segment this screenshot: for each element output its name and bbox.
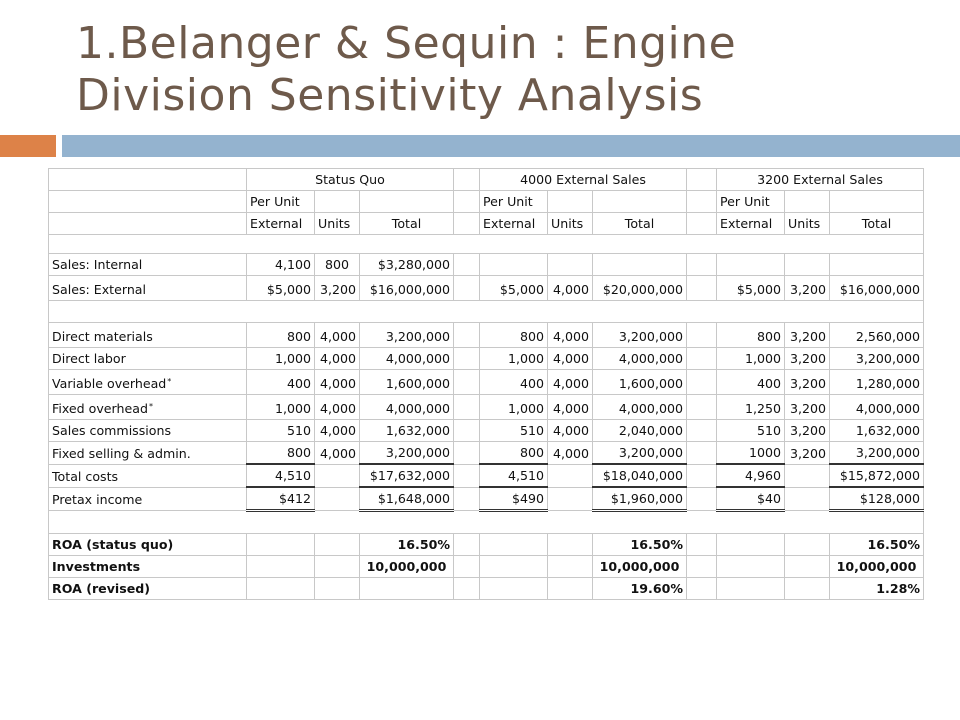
col-external: External xyxy=(247,213,315,235)
col-total: Total xyxy=(593,213,687,235)
per-unit-label: Per Unit xyxy=(247,191,315,213)
col-units: Units xyxy=(785,213,830,235)
slide-title-line1: 1.Belanger & Sequin : Engine xyxy=(76,18,737,69)
col-total: Total xyxy=(830,213,924,235)
col-external: External xyxy=(480,213,548,235)
table-row: Pretax income $412 $1,648,000 $490 $1,960,000 $40 $128,000 xyxy=(49,487,924,511)
col-external: External xyxy=(717,213,785,235)
accent-bar-orange xyxy=(0,135,56,157)
table-row: Direct materials 800 4,000 3,200,000 800 4,000 3,200,000 800 3,200 2,560,000 xyxy=(49,323,924,348)
table-row: Total costs 4,510 $17,632,000 4,510 $18,040,000 4,960 $15,872,000 xyxy=(49,464,924,487)
header-row-groups xyxy=(49,169,924,191)
header-row-per-unit xyxy=(49,191,924,213)
summary-row: ROA (status quo) 16.50% 16.50% 16.50% xyxy=(49,534,924,556)
group-status-quo: Status Quo xyxy=(247,169,454,191)
group-4000-external: 4000 External Sales xyxy=(480,169,687,191)
col-total: Total xyxy=(360,213,454,235)
sensitivity-table xyxy=(48,168,924,600)
col-units: Units xyxy=(315,213,360,235)
table-row: Sales: External $5,000 3,200 $16,000,000 $5,000 4,000 $20,000,000 $5,000 3,200 $16,000,000 xyxy=(49,276,924,301)
per-unit-label: Per Unit xyxy=(717,191,785,213)
table-row: Sales: Internal 4,100 800 $3,280,000 xyxy=(49,254,924,276)
footnote-mark: * xyxy=(148,402,153,411)
slide-title xyxy=(76,18,936,122)
table-row: Fixed overhead* 1,000 4,000 4,000,000 1,000 4,000 4,000,000 1,250 3,200 4,000,000 xyxy=(49,395,924,420)
slide-title-line2: Division Sensitivity Analysis xyxy=(76,70,704,121)
accent-bar-blue xyxy=(62,135,960,157)
group-3200-external: 3200 External Sales xyxy=(717,169,924,191)
header-row-columns xyxy=(49,213,924,235)
table-row: Fixed selling & admin. 800 4,000 3,200,000 800 4,000 3,200,000 1000 3,200 3,200,000 xyxy=(49,442,924,465)
table-row: Sales commissions 510 4,000 1,632,000 510 4,000 2,040,000 510 3,200 1,632,000 xyxy=(49,420,924,442)
footnote-mark: * xyxy=(167,377,172,386)
summary-row: Investments 10,000,000 10,000,000 10,000,000 xyxy=(49,556,924,578)
table-row: Variable overhead* 400 4,000 1,600,000 400 4,000 1,600,000 400 3,200 1,280,000 xyxy=(49,370,924,395)
summary-row: ROA (revised) 19.60% 1.28% xyxy=(49,578,924,600)
table-row: Direct labor 1,000 4,000 4,000,000 1,000 4,000 4,000,000 1,000 3,200 3,200,000 xyxy=(49,348,924,370)
per-unit-label: Per Unit xyxy=(480,191,548,213)
col-units: Units xyxy=(548,213,593,235)
